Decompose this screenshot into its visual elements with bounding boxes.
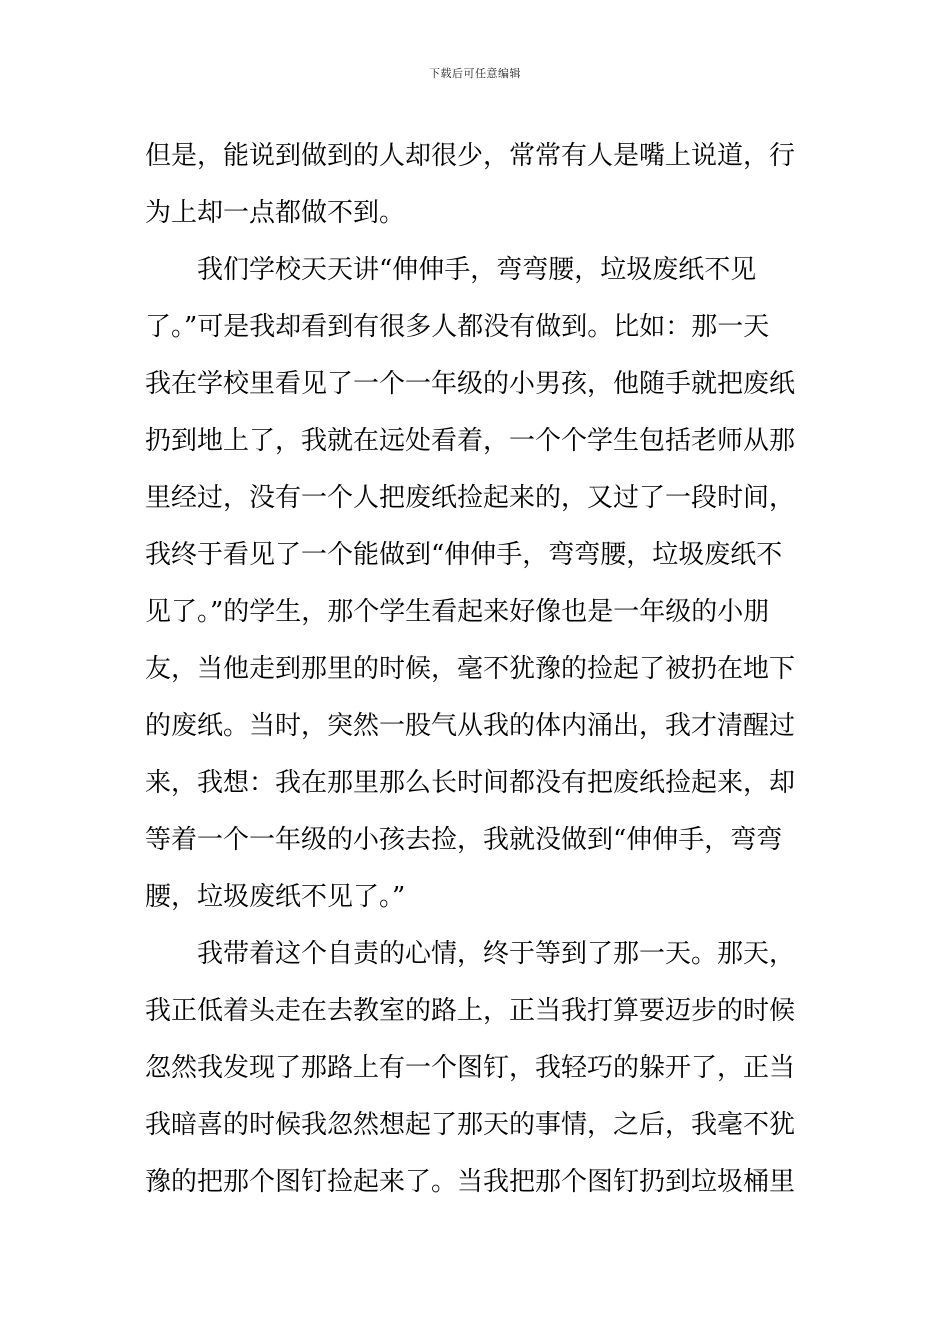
text-line: 友，当他走到那里的时候，毫不犹豫的捡起了被扔在地下 — [145, 654, 796, 684]
text-line: 扔到地上了，我就在远处看着，一个个学生包括老师从那 — [145, 426, 796, 456]
body-text — [145, 128, 805, 1211]
text-line: 忽然我发现了那路上有一个图钉，我轻巧的躲开了，正当 — [145, 1053, 796, 1083]
text-line: 腰，垃圾废纸不见了。” — [145, 882, 406, 912]
page-header: 下载后可任意编辑 — [429, 67, 521, 80]
text-line: 来，我想：我在那里那么长时间都没有把废纸捡起来，却 — [145, 768, 796, 798]
text-line: 我们学校天天讲“伸伸手，弯弯腰，垃圾废纸不见 — [197, 255, 757, 285]
text-line: 我暗喜的时候我忽然想起了那天的事情，之后，我毫不犹 — [145, 1110, 796, 1140]
text-line: 的废纸。当时，突然一股气从我的体内涌出，我才清醒过 — [145, 711, 796, 741]
text-line: 见了。”的学生，那个学生看起来好像也是一年级的小朋 — [145, 597, 770, 627]
text-line: 但是，能说到做到的人却很少，常常有人是嘴上说道，行 — [145, 141, 796, 171]
text-line: 为上却一点都做不到。 — [145, 198, 406, 228]
text-line: 了。”可是我却看到有很多人都没有做到。比如：那一天 — [145, 312, 770, 342]
text-line: 我终于看见了一个能做到“伸伸手，弯弯腰，垃圾废纸不 — [145, 540, 783, 570]
text-line: 豫的把那个图钉捡起来了。当我把那个图钉扔到垃圾桶里 — [145, 1167, 796, 1197]
text-line: 我在学校里看见了一个一年级的小男孩，他随手就把废纸 — [145, 369, 796, 399]
text-line: 我带着这个自责的心情，终于等到了那一天。那天， — [197, 939, 796, 969]
text-line: 里经过，没有一个人把废纸捡起来的，又过了一段时间， — [145, 483, 796, 513]
text-line: 我正低着头走在去教室的路上，正当我打算要迈步的时候 — [145, 996, 796, 1026]
text-line: 等着一个一年级的小孩去捡，我就没做到“伸伸手，弯弯 — [145, 825, 783, 855]
